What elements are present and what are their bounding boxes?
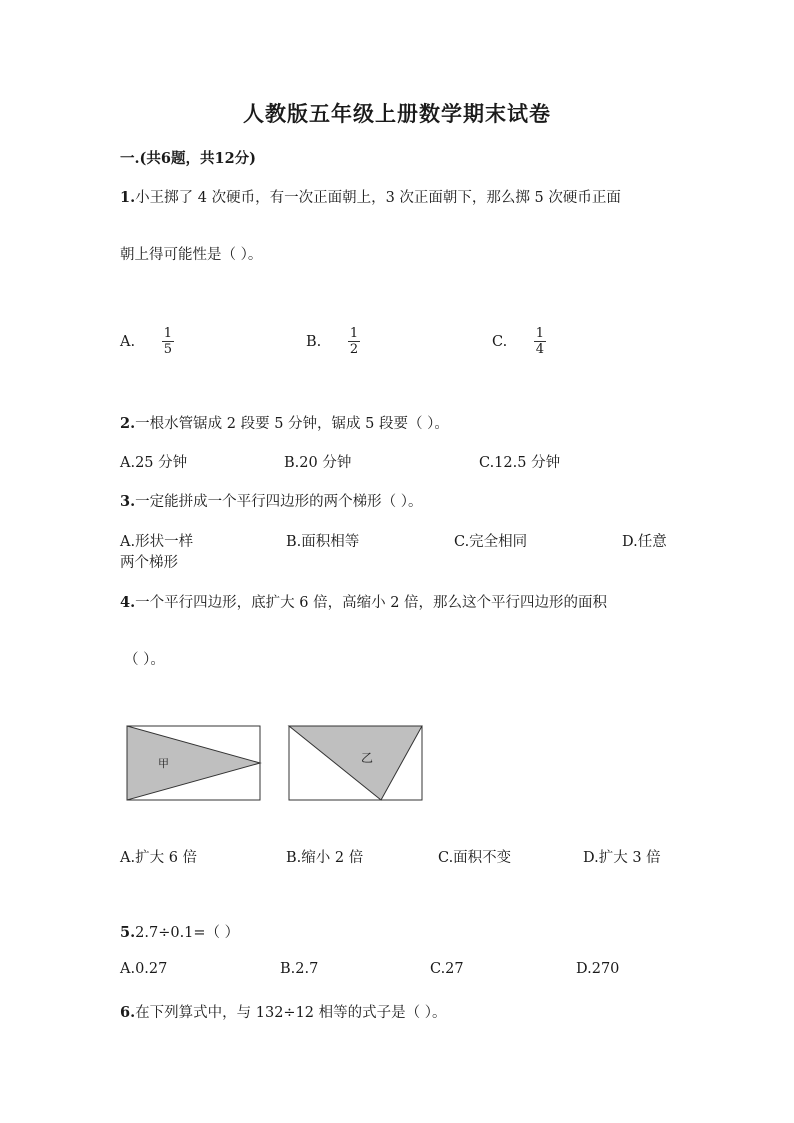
- question-3-option-d-wrap: 两个梯形: [120, 555, 178, 571]
- question-5-option-b[interactable]: B.2.7: [280, 961, 319, 977]
- question-3-option-c[interactable]: C.完全相同: [454, 534, 528, 550]
- question-4-option-a[interactable]: A.扩大 6 倍: [120, 850, 198, 866]
- question-4-figure: [120, 718, 430, 808]
- question-5-option-d[interactable]: D.270: [576, 961, 620, 977]
- fraction: [534, 326, 546, 357]
- fraction-denominator: 4: [535, 342, 545, 357]
- question-1-text-1: 小王掷了 4 次硬币，有一次正面朝上，3 次正面朝下，那么掷 5 次硬币正面: [135, 190, 621, 206]
- fraction: [162, 326, 174, 357]
- question-2-option-a[interactable]: A.25 分钟: [120, 455, 188, 471]
- question-3-option-d[interactable]: D.任意: [622, 534, 667, 550]
- question-4-text-1: 一个平行四边形，底扩大 6 倍，高缩小 2 倍，那么这个平行四边形的面积: [135, 595, 608, 611]
- question-5-text: 2.7÷0.1=（ ）: [135, 925, 240, 941]
- question-1-option-a[interactable]: [120, 326, 174, 357]
- fraction-denominator: 2: [349, 342, 359, 357]
- option-label: A.: [120, 333, 136, 350]
- label-yi: 乙: [361, 751, 374, 765]
- option-label: B.: [306, 333, 322, 350]
- question-4-option-d[interactable]: D.扩大 3 倍: [583, 850, 661, 866]
- question-3-number: 3.: [120, 493, 136, 510]
- question-1-text-2: 朝上得可能性是（ ）。: [120, 247, 263, 263]
- question-2-number: 2.: [120, 415, 136, 432]
- question-1-line-1: [120, 186, 621, 207]
- question-2-option-b[interactable]: B.20 分钟: [284, 455, 352, 471]
- question-3: [120, 490, 423, 511]
- question-4-text-2: （ ）。: [124, 652, 165, 668]
- question-1-option-b[interactable]: [306, 326, 360, 357]
- question-1-option-c[interactable]: [492, 326, 546, 357]
- option-label: C.: [492, 333, 508, 350]
- fraction-numerator: 1: [535, 326, 545, 341]
- question-2-option-c[interactable]: C.12.5 分钟: [479, 455, 561, 471]
- question-3-option-b[interactable]: B.面积相等: [286, 534, 360, 550]
- question-4-option-b[interactable]: B.缩小 2 倍: [286, 850, 364, 866]
- question-1-number: 1.: [120, 189, 136, 206]
- question-3-text: 一定能拼成一个平行四边形的两个梯形（ ）。: [135, 494, 423, 510]
- question-3-option-a[interactable]: A.形状一样: [120, 534, 194, 550]
- question-5-option-c[interactable]: C.27: [430, 961, 464, 977]
- fraction-numerator: 1: [163, 326, 172, 341]
- question-5: [120, 921, 239, 942]
- page-title: 人教版五年级上册数学期末试卷: [243, 101, 551, 126]
- question-4-line-1: [120, 591, 607, 612]
- fraction-numerator: 1: [349, 326, 359, 341]
- question-4-option-c[interactable]: C.面积不变: [438, 850, 512, 866]
- question-4-number: 4.: [120, 594, 136, 611]
- section-heading: 一.(共6题，共12分): [120, 150, 257, 167]
- figure-jia: [127, 726, 260, 800]
- question-6: [120, 1001, 447, 1022]
- question-5-number: 5.: [120, 924, 136, 941]
- figure-yi: [289, 726, 422, 800]
- fraction: [348, 326, 360, 357]
- fraction-denominator: 5: [163, 342, 172, 357]
- label-jia: 甲: [158, 757, 169, 770]
- question-6-number: 6.: [120, 1004, 136, 1021]
- question-5-option-a[interactable]: A.0.27: [120, 961, 168, 977]
- question-6-text: 在下列算式中，与 132÷12 相等的式子是（ ）。: [135, 1005, 447, 1021]
- question-2-text: 一根水管锯成 2 段要 5 分钟，锯成 5 段要（ ）。: [135, 416, 449, 432]
- question-2: [120, 412, 449, 433]
